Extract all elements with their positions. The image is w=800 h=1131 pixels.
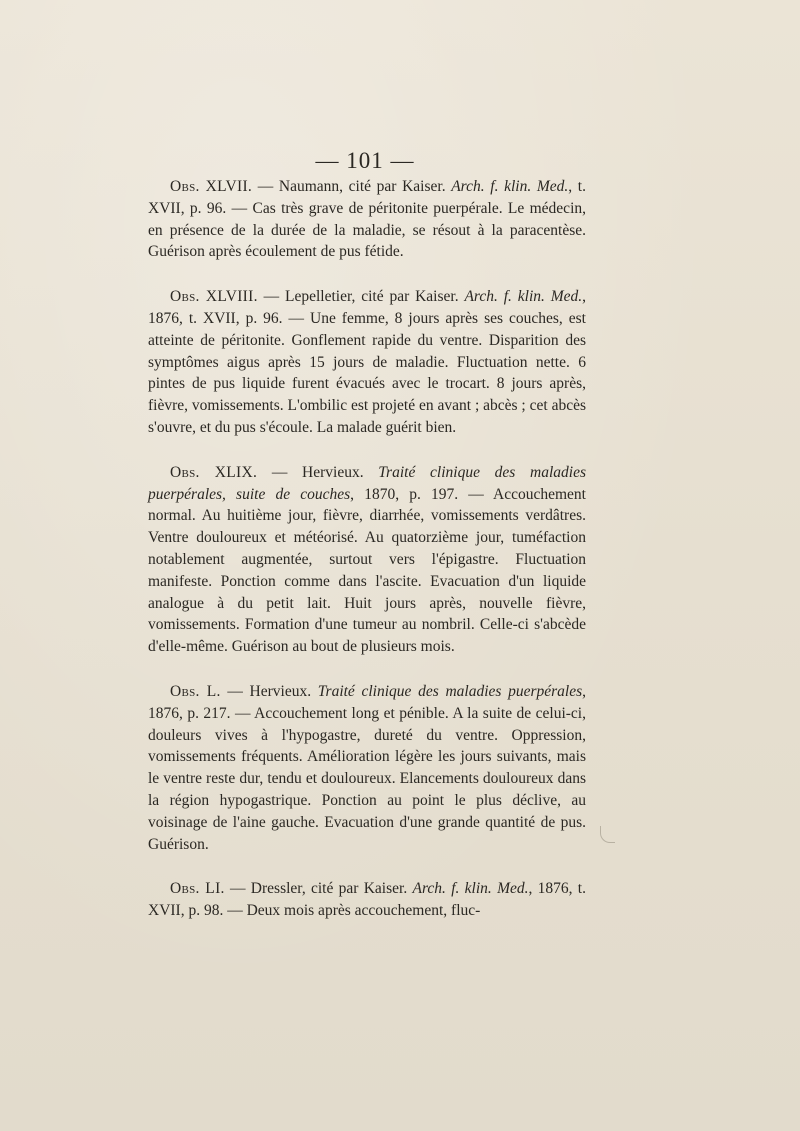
dash: — [220, 682, 250, 700]
reference-details: , 1876, t. XVII, p. 98. — [148, 880, 586, 920]
margin-pencil-mark [600, 826, 615, 843]
observation-text: Cas très grave de péritonite puerpérale. Le médecin, en présence de la durée de la maladie, se résout à la paracentèse. Guérison après écoulement de pus fétide. [148, 199, 586, 261]
observation-author: Hervieux. [249, 682, 318, 700]
observation-author: Naumann, cité par Kaiser. [278, 178, 452, 195]
text-column [148, 176, 586, 945]
journal-title: Arch. f. klin. Med. [451, 178, 569, 195]
observation-paragraph [148, 878, 586, 922]
observation-number: Obs. XLIX. [170, 463, 258, 481]
observation-paragraph [148, 681, 586, 855]
reference-details: , 1870, p. 197. — [350, 485, 494, 503]
observation-text: Accouchement normal. Au huitième jour, fièvre, diarrhée, vomissements verdâtres. Ventre douloureux et météorisé. Au quatorzième jour, tuméfaction notablement augmentée, surtout vers l'épigastre. Fluctuation manifeste. Ponction comme dans l'ascite. Evacuation d'un liquide analogue à du petit lait. Huit jours après, nouvelle fièvre, vomissements. Formation d'une tumeur au nombril. Celle-ci s'abcède d'elle-même. Guérison au bout de plusieurs mois. [148, 485, 586, 656]
dash: — [224, 880, 251, 898]
reference-details: , 1876, t. XVII, p. 96. — [148, 288, 587, 327]
observation-number: Obs. XLVIII. [170, 288, 258, 306]
observation-paragraph [148, 176, 586, 263]
reference-details: , t. XVII, p. 96. — [148, 178, 586, 217]
observation-author: Hervieux. [302, 463, 379, 481]
journal-title: Traité clinique des maladies puerpérales [317, 682, 583, 700]
observation-number: Obs. XLVII. [170, 178, 253, 195]
dash: — [257, 463, 303, 481]
observation-paragraph [148, 286, 586, 439]
observation-author: Lepelletier, cité par Kaiser. [285, 288, 465, 306]
observation-text: Deux mois après accouchement, fluc- [246, 902, 481, 920]
observation-text: Une femme, 8 jours après ses couches, est atteinte de péritonite. Gonflement rapide du ventre. Disparition des symptômes aigus après 15 jours de maladie. Fluctuation nette. 6 pintes de pus liquide furent évacués avec le trocart. 8 jours après, fièvre, vomissements. L'ombilic est projeté en avant ; abcès ; cet abcès s'ouvre, et du pus s'écoule. La malade guérit bien. [148, 309, 586, 436]
reference-details: , 1876, p. 217. — [148, 682, 587, 722]
observation-text: Accouchement long et pénible. A la suite de celui-ci, douleurs vives à l'hypogastre, dureté du ventre. Oppression, vomissements fréquents. Amélioration légère les jours suivants, mais le ventre reste dur, tendu et douloureux. Elancements douloureux dans la région hypogastrique. Ponction au point le plus déclive, au voisinage de l'aine gauche. Evacuation d'une grande quantité de pus. Guérison. [148, 704, 586, 853]
observation-paragraph [148, 462, 586, 658]
dash: — [257, 288, 285, 306]
dash: — [252, 178, 279, 195]
observation-number: Obs. L. [170, 682, 221, 700]
page-number: — 101 — [315, 148, 415, 173]
observation-author: Dressler, cité par Kaiser. [250, 880, 413, 898]
journal-title: Traité clinique des maladies puerpérales, suite de couches [148, 463, 586, 503]
journal-title: Arch. f. klin. Med. [464, 288, 583, 306]
observation-number: Obs. LI. [170, 880, 225, 898]
journal-title: Arch. f. klin. Med. [412, 880, 529, 898]
